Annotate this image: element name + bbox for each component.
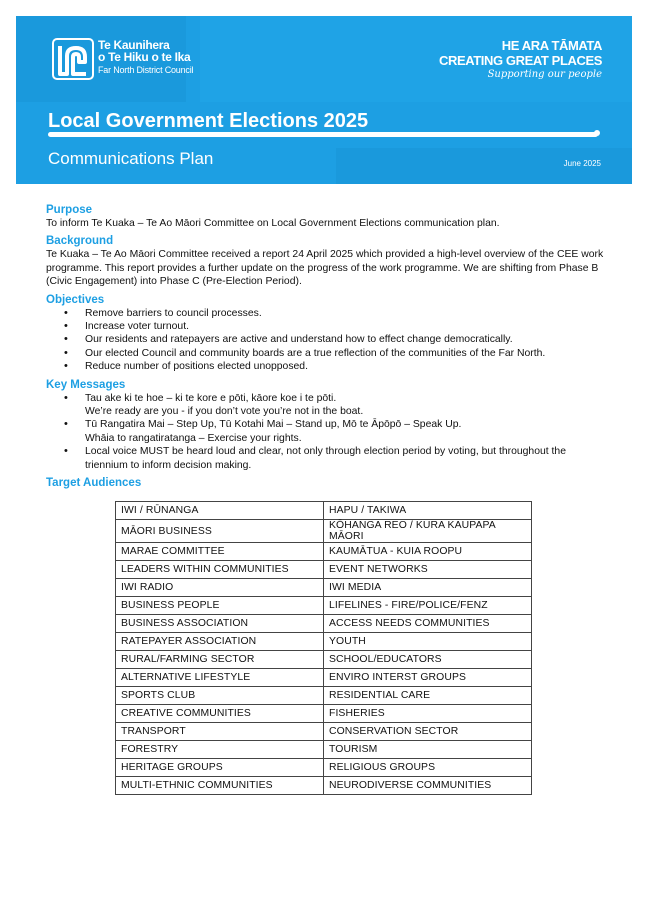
table-cell: TOURISM — [324, 741, 532, 759]
table-cell: MULTI-ETHNIC COMMUNITIES — [116, 777, 324, 795]
objective-item: • Remove barriers to council processes. — [64, 307, 606, 320]
slogan — [439, 38, 602, 81]
key-message-item — [64, 445, 606, 472]
header-banner — [16, 16, 632, 184]
table-cell: NEURODIVERSE COMMUNITIES — [324, 777, 532, 795]
document-body — [46, 203, 606, 494]
table-row — [116, 543, 532, 561]
table-cell: HAPU / TAKIWA — [324, 502, 532, 520]
background-heading: Background — [46, 235, 114, 248]
table-cell: EVENT NETWORKS — [324, 561, 532, 579]
table-cell: RESIDENTIAL CARE — [324, 687, 532, 705]
document-date: June 2025 — [563, 159, 601, 168]
table-cell: IWI MEDIA — [324, 579, 532, 597]
logo-line-2: o Te Hiku o te Ika — [98, 50, 191, 64]
table-row — [116, 520, 532, 543]
table-row — [116, 759, 532, 777]
table-cell: ACCESS NEEDS COMMUNITIES — [324, 615, 532, 633]
logo-line-1: Te Kaunihera — [98, 38, 170, 52]
table-cell: FISHERIES — [324, 705, 532, 723]
council-logo-icon — [52, 38, 94, 80]
table-row — [116, 777, 532, 795]
objective-item: • Reduce number of positions elected unopposed. — [64, 360, 606, 373]
table-cell: RELIGIOUS GROUPS — [324, 759, 532, 777]
objective-item: • Our residents and ratepayers are active and understand how to effect change democratically. — [64, 333, 606, 346]
key-message-line-2: We’re ready are you - if you don’t vote you’re not in the boat. — [85, 406, 364, 418]
target-audiences-table-body — [116, 502, 532, 795]
table-row — [116, 615, 532, 633]
slogan-line-1: HE ARA TĀMATA — [501, 38, 602, 53]
table-row — [116, 669, 532, 687]
purpose-text: To inform Te Kuaka – Te Ao Māori Committee on Local Government Elections communication plan. — [46, 218, 500, 229]
table-cell: IWI / RŪNANGA — [116, 502, 324, 520]
table-row — [116, 597, 532, 615]
table-row — [116, 633, 532, 651]
table-cell: LIFELINES - FIRE/POLICE/FENZ — [324, 597, 532, 615]
table-cell: FORESTRY — [116, 741, 324, 759]
key-messages-section — [46, 378, 606, 472]
table-row — [116, 705, 532, 723]
objectives-list — [46, 307, 606, 374]
slogan-line-3: Supporting our people — [487, 69, 602, 80]
table-cell: SCHOOL/EDUCATORS — [324, 651, 532, 669]
objective-item: • Increase voter turnout. — [64, 320, 606, 333]
table-row — [116, 723, 532, 741]
document-title: Local Government Elections 2025 — [48, 110, 369, 132]
table-cell: BUSINESS ASSOCIATION — [116, 615, 324, 633]
table-row — [116, 579, 532, 597]
table-cell: MĀORI BUSINESS — [116, 520, 324, 543]
key-message-line-1: Tau ake ki te hoe – ki te kore e pōti, kāore koe i te pōti. — [85, 392, 337, 404]
target-audiences-heading: Target Audiences — [46, 477, 142, 490]
document-subtitle: Communications Plan — [48, 149, 214, 168]
table-row — [116, 741, 532, 759]
table-cell: KAUMĀTUA - KUIA ROOPU — [324, 543, 532, 561]
objectives-section — [46, 293, 606, 374]
purpose-heading: Purpose — [46, 204, 93, 216]
table-cell: ENVIRO INTERST GROUPS — [324, 669, 532, 687]
table-row — [116, 651, 532, 669]
table-cell: MARAE COMMITTEE — [116, 543, 324, 561]
title-underline — [48, 132, 598, 137]
target-audiences-table — [115, 501, 532, 795]
table-row — [116, 561, 532, 579]
council-logo-text — [98, 39, 193, 76]
table-row — [116, 502, 532, 520]
table-cell: BUSINESS PEOPLE — [116, 597, 324, 615]
table-cell: SPORTS CLUB — [116, 687, 324, 705]
table-cell: ALTERNATIVE LIFESTYLE — [116, 669, 324, 687]
key-message-line-2: Whāia to rangatiratanga – Exercise your rights. — [85, 432, 302, 444]
logo-line-3: Far North District Council — [98, 65, 194, 75]
slogan-line-2: CREATING GREAT PLACES — [438, 53, 602, 68]
background-text: Te Kuaka – Te Ao Māori Committee received a report 24 April 2025 which provided a high-level overview of the CEE work programme. This report provides a further update on the progress of the work programme. We are shifting from Phase B (Civic Engagement) into Phase C (Pre-Election Period). — [46, 249, 604, 288]
table-cell: CONSERVATION SECTOR — [324, 723, 532, 741]
table-cell: KŌHANGA REO / KURA KAUPAPA MĀORI — [324, 520, 532, 543]
table-row — [116, 687, 532, 705]
objectives-heading: Objectives — [46, 293, 105, 306]
purpose-section — [46, 203, 606, 230]
key-message-item — [64, 418, 606, 445]
table-cell: RATEPAYER ASSOCIATION — [116, 633, 324, 651]
key-messages-heading: Key Messages — [46, 378, 126, 391]
table-cell: TRANSPORT — [116, 723, 324, 741]
table-cell: YOUTH — [324, 633, 532, 651]
title-underline-dot — [594, 130, 600, 136]
key-message-line-1: Tū Rangatira Mai – Step Up, Tū Kotahi Mai – Stand up, Mō te Āpōpō – Speak Up. — [85, 419, 462, 431]
key-message-line-1: Local voice MUST be heard loud and clear, not only through election period by voting, but throughout the triennium to inform decision making. — [85, 446, 566, 471]
objective-item: • Our elected Council and community boards are a true reflection of the communities of the Far North. — [64, 347, 606, 360]
key-message-item — [64, 392, 606, 419]
key-messages-list — [46, 392, 606, 472]
target-audiences-section — [46, 476, 606, 490]
table-cell: RURAL/FARMING SECTOR — [116, 651, 324, 669]
table-cell: CREATIVE COMMUNITIES — [116, 705, 324, 723]
table-cell: IWI RADIO — [116, 579, 324, 597]
background-section — [46, 234, 606, 288]
table-cell: HERITAGE GROUPS — [116, 759, 324, 777]
table-cell: LEADERS WITHIN COMMUNITIES — [116, 561, 324, 579]
